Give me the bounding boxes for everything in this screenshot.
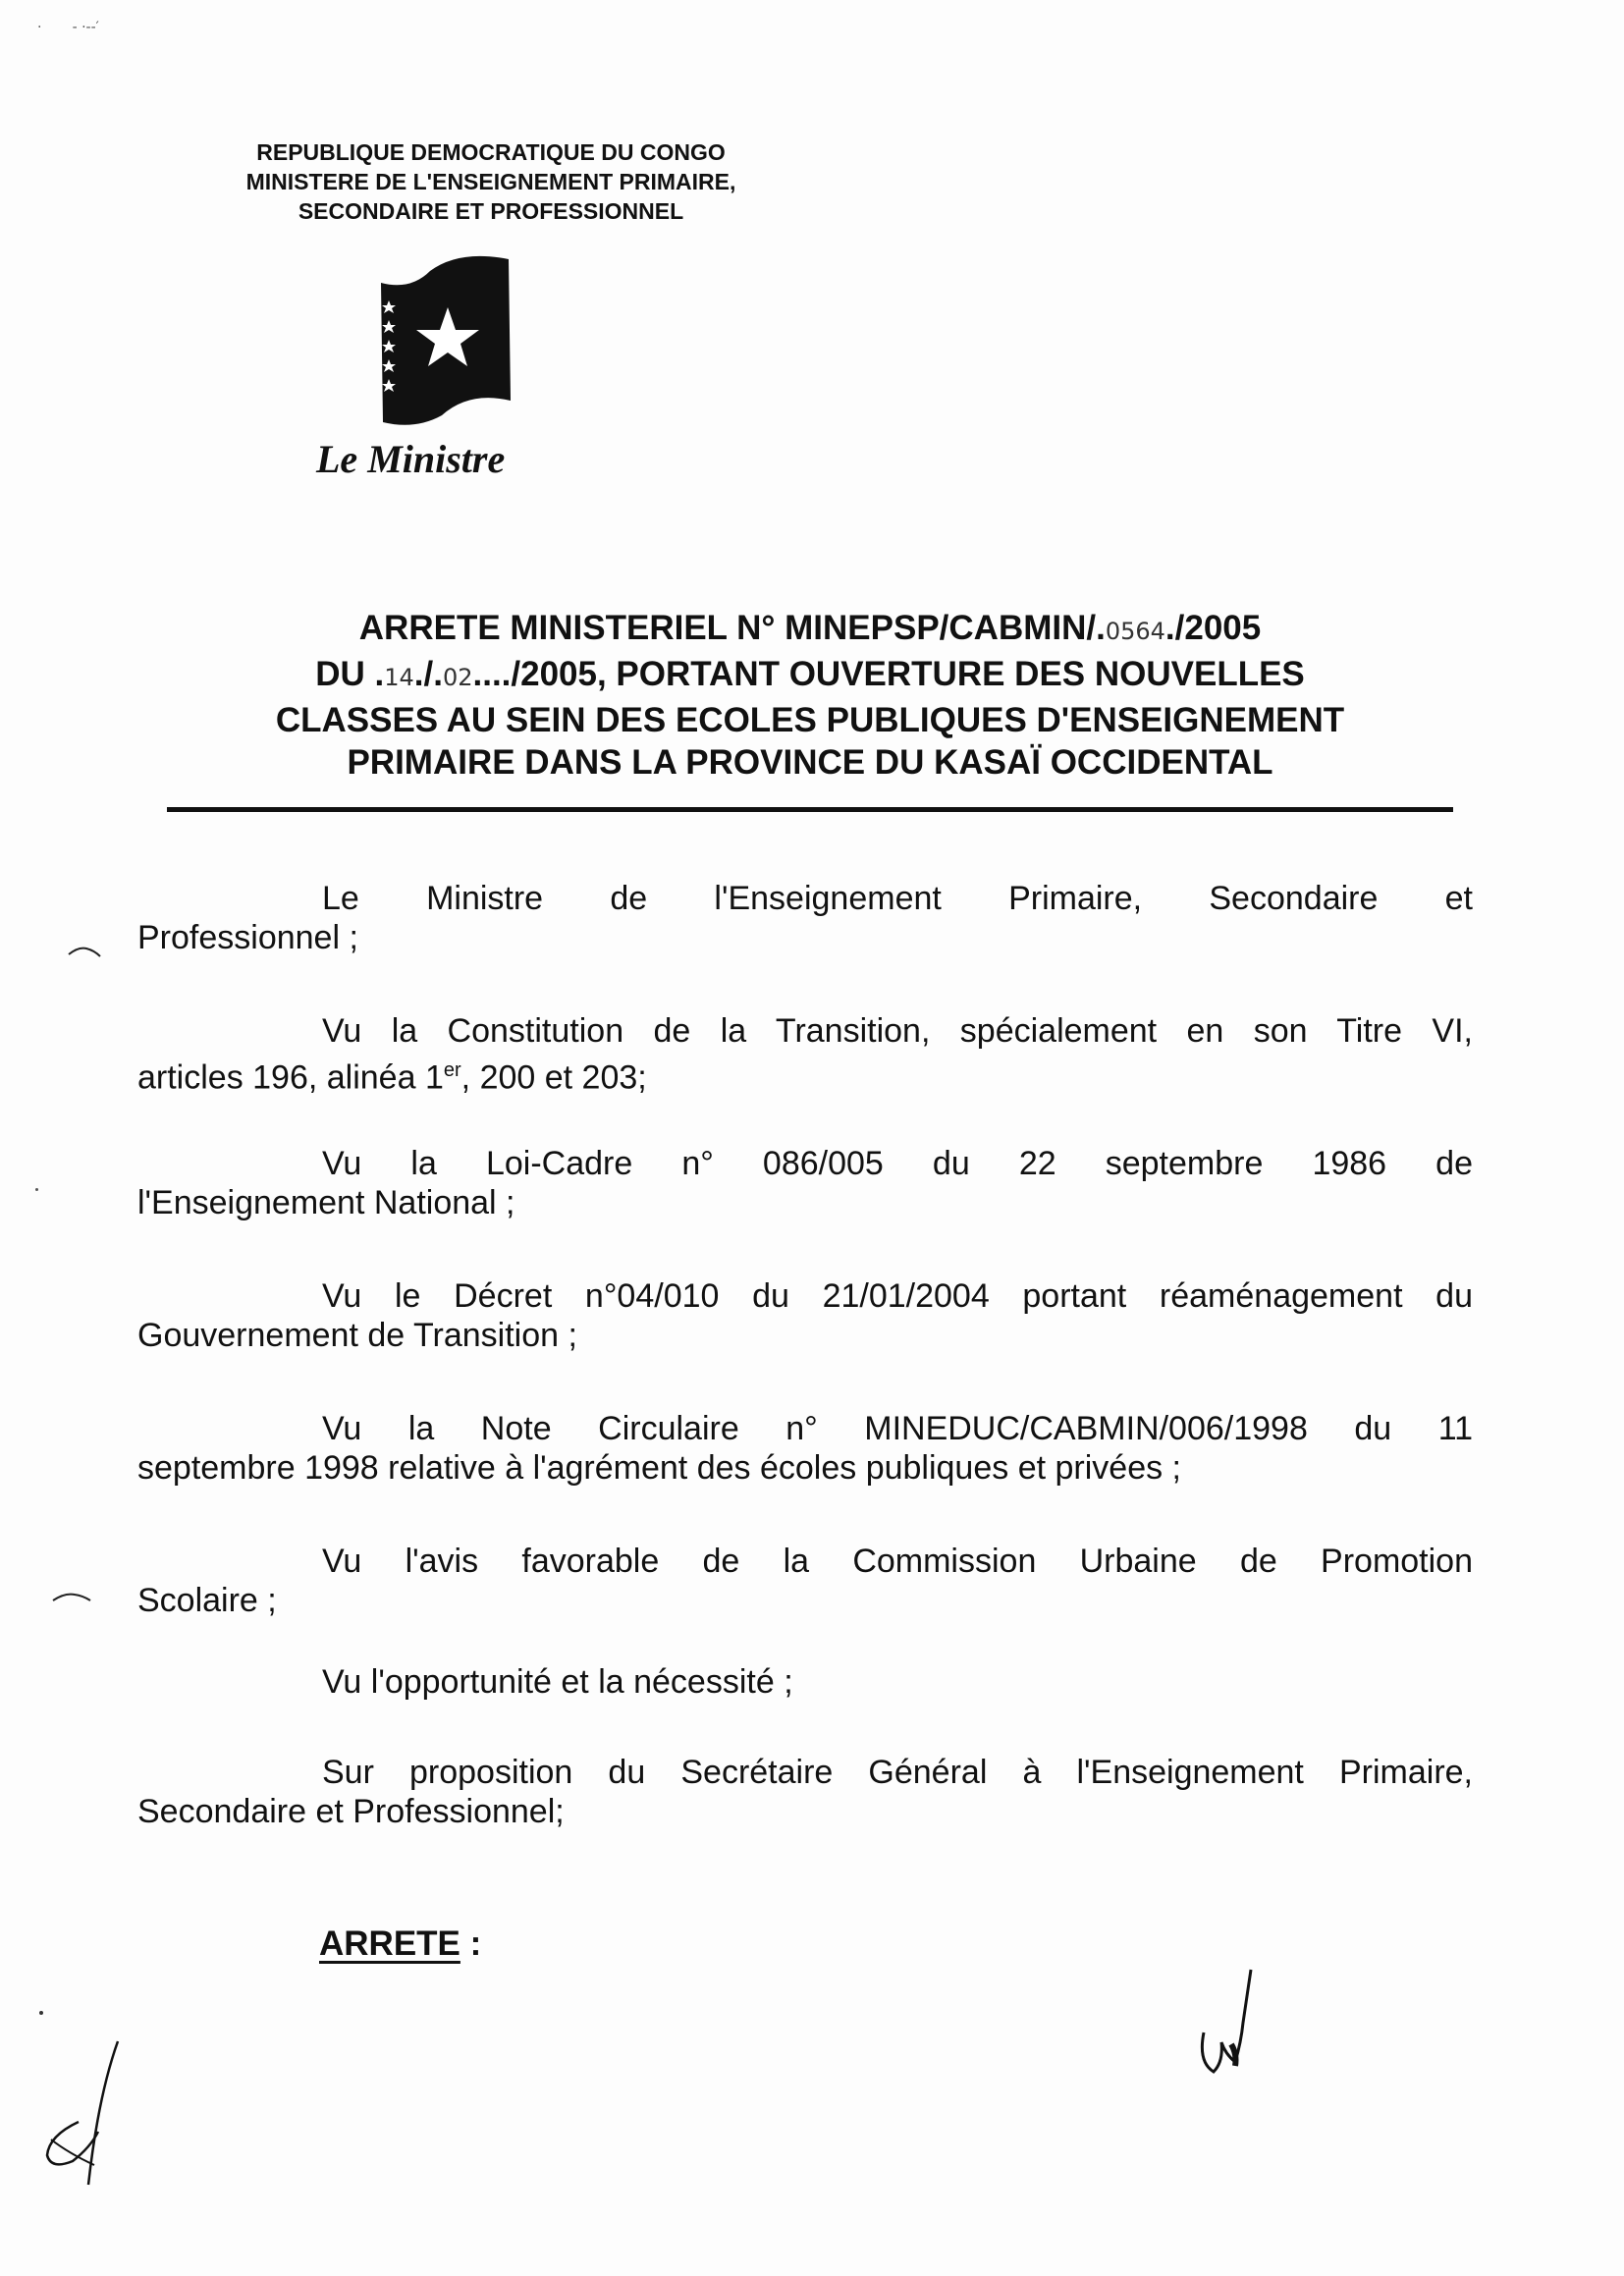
paragraph-line: l'Enseignement National ; bbox=[137, 1184, 515, 1221]
articles-text: articles 196, alinéa 1 bbox=[137, 1058, 444, 1097]
title-underline bbox=[167, 807, 1453, 812]
title-line-1 bbox=[167, 607, 1453, 653]
initials-signature-icon bbox=[39, 2037, 128, 2195]
letterhead-ministry: MINISTERE DE L'ENSEIGNEMENT PRIMAIRE, bbox=[245, 169, 736, 194]
paragraph-line: Gouvernement de Transition ; bbox=[137, 1317, 577, 1354]
paragraph-line: Vu la Constitution de la Transition, spécialement en son Titre VI, bbox=[322, 1012, 1473, 1050]
paragraph-decret bbox=[137, 1276, 1473, 1355]
paragraph-proposition bbox=[137, 1753, 1473, 1831]
paragraph-line: Vu la Loi-Cadre n° 086/005 du 22 septembre 1986 de bbox=[322, 1145, 1473, 1182]
date-sep: ./. bbox=[413, 655, 443, 693]
paragraph-minister bbox=[137, 879, 1473, 957]
speck bbox=[35, 1188, 38, 1191]
paragraph-loi-cadre bbox=[137, 1144, 1473, 1222]
scan-mark: · ‐ ·‐‐′ bbox=[37, 20, 99, 35]
paragraph-line: Vu l'avis favorable de la Commission Urbaine de Promotion bbox=[322, 1543, 1473, 1580]
decision-colon: : bbox=[460, 1924, 482, 1963]
minister-label: Le Ministre bbox=[316, 437, 506, 481]
title-line-4: PRIMAIRE DANS LA PROVINCE DU KASAÏ OCCIDENTAL bbox=[347, 743, 1273, 782]
paragraph-line: Vu la Note Circulaire n° MINEDUC/CABMIN/006/1998 du 11 bbox=[322, 1410, 1473, 1447]
paragraph-avis bbox=[137, 1542, 1473, 1620]
letterhead bbox=[147, 137, 835, 226]
date-month: 02 bbox=[442, 664, 473, 691]
letterhead-country: REPUBLIQUE DEMOCRATIQUE DU CONGO bbox=[256, 139, 726, 165]
paragraph-note-circulaire bbox=[137, 1409, 1473, 1488]
margin-tick-icon bbox=[51, 1591, 92, 1604]
paragraph-line: Vu le Décret n°04/010 du 21/01/2004 portant réaménagement du bbox=[322, 1277, 1473, 1315]
flag-star-icon bbox=[371, 253, 518, 430]
paragraph-line: Professionnel ; bbox=[137, 919, 358, 956]
date-day: 14 bbox=[384, 664, 414, 691]
speck bbox=[39, 2011, 43, 2015]
paragraph-line: Vu l'opportunité et la nécessité ; bbox=[322, 1663, 793, 1701]
initials-signature-icon bbox=[1196, 1964, 1265, 2091]
title-prefix: ARRETE MINISTERIEL N° MINEPSP/CABMIN/. bbox=[358, 609, 1106, 647]
decision-heading bbox=[319, 1924, 481, 1964]
title-year: ./2005 bbox=[1164, 609, 1262, 647]
paragraph-opportunite bbox=[137, 1662, 1473, 1702]
decision-label: ARRETE bbox=[319, 1924, 460, 1963]
letterhead-ministry-cont: SECONDAIRE ET PROFESSIONNEL bbox=[298, 198, 684, 224]
paragraph-constitution bbox=[137, 1011, 1473, 1097]
superscript: er bbox=[443, 1059, 461, 1081]
margin-tick-icon bbox=[67, 945, 102, 958]
paragraph-line: Secondaire et Professionnel; bbox=[137, 1793, 565, 1830]
paragraph-line: Sur proposition du Secrétaire Général à l'Enseignement Primaire, bbox=[322, 1754, 1473, 1791]
articles-text-end: , 200 et 203; bbox=[460, 1058, 647, 1097]
title-line-2 bbox=[167, 653, 1453, 699]
title-line-2-text: ..../2005, PORTANT OUVERTURE DES NOUVELLES bbox=[472, 655, 1305, 693]
title-du: DU . bbox=[315, 655, 385, 693]
title-line-3: CLASSES AU SEIN DES ECOLES PUBLIQUES D'ENSEIGNEMENT bbox=[275, 701, 1345, 739]
paragraph-line bbox=[137, 1051, 1473, 1097]
arrete-number: 0564 bbox=[1105, 618, 1165, 645]
paragraph-line: septembre 1998 relative à l'agrément des écoles publiques et privées ; bbox=[137, 1449, 1181, 1487]
paragraph-line: Le Ministre de l'Enseignement Primaire, Secondaire et bbox=[322, 880, 1473, 917]
paragraph-line: Scolaire ; bbox=[137, 1582, 277, 1619]
decree-title bbox=[167, 607, 1453, 784]
